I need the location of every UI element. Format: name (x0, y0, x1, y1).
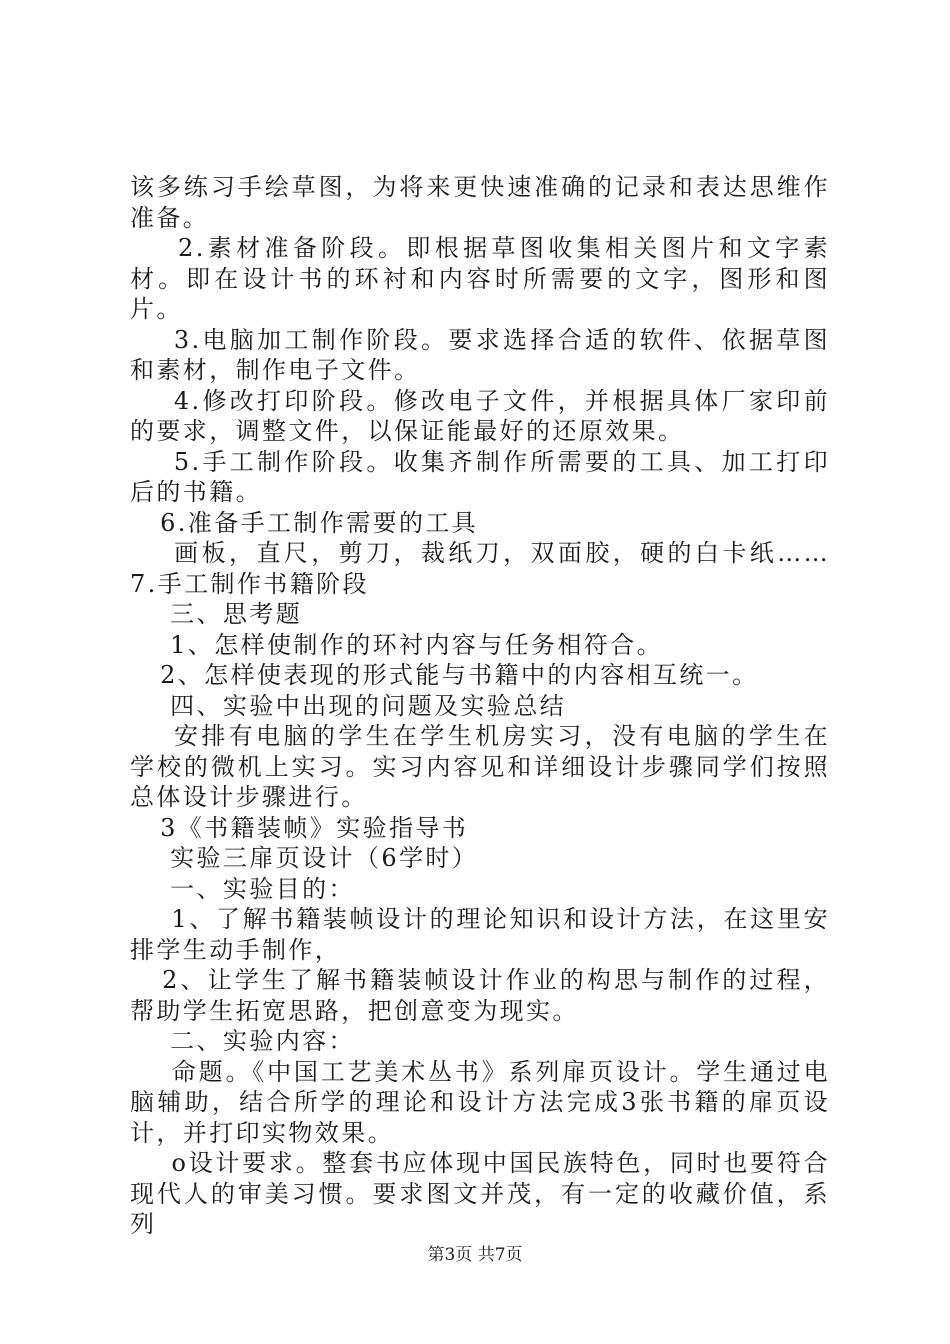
document-title: 3《书籍装帧》实验指导书 (130, 813, 469, 842)
experiment-title: 实验三扉页设计（6学时） (130, 844, 479, 872)
paragraph: 5.手工制作阶段。收集齐制作所需要的工具、加工打印后的书籍。 (130, 447, 830, 506)
paragraph: 画板，直尺，剪刀，裁纸刀，双面胶，硬的白卡纸……7.手工制作书籍阶段 (130, 539, 830, 598)
paragraph: 3.电脑加工制作阶段。要求选择合适的软件、依据草图和素材，制作电子文件。 (130, 325, 830, 384)
paragraph: 该多练习手绘草图，为将来更快速准确的记录和表达思维作准备。 (130, 173, 830, 232)
paragraph: 2.素材准备阶段。即根据草图收集相关图片和文字素材。即在设计书的环衬和内容时所需要的文字，图形和图片。 (130, 234, 830, 323)
paragraph: 2、怎样使表现的形式能与书籍中的内容相互统一。 (130, 661, 759, 689)
paragraph: 4.修改打印阶段。修改电子文件，并根据具体厂家印前的要求，调整文件，以保证能最好的还原效果。 (130, 386, 830, 445)
section-heading: 四、实验中出现的问题及实验总结 (130, 691, 567, 720)
paragraph: 2、让学生了解书籍装帧设计作业的构思与制作的过程，帮助学生拓宽思路，把创意变为现实。 (130, 966, 830, 1025)
paragraph: 1、了解书籍装帧设计的理论知识和设计方法，在这里安排学生动手制作， (130, 905, 830, 964)
section-heading: 一、实验目的： (130, 874, 355, 903)
paragraph: 命题。《中国工艺美术丛书》系列扉页设计。学生通过电脑辅助，结合所学的理论和设计方法完成3张书籍的扉页设计，并打印实物效果。 (130, 1057, 830, 1147)
paragraph: o设计要求。整套书应体现中国民族特色，同时也要符合现代人的审美习惯。要求图文并茂，有一定的收藏价值，系列 (130, 1149, 830, 1238)
paragraph: 安排有电脑的学生在学生机房实习，没有电脑的学生在学校的微机上实习。实习内容见和详细设计步骤同学们按照总体设计步骤进行。 (130, 722, 830, 811)
document-body (130, 172, 830, 1240)
paragraph: 1、怎样使制作的环衬内容与任务相符合。 (130, 630, 663, 659)
section-heading: 二、实验内容： (130, 1027, 355, 1055)
section-heading: 三、思考题 (130, 600, 303, 628)
paragraph: 6.准备手工制作需要的工具 (130, 508, 479, 537)
page-footer: 第3页 共7页 (427, 1245, 523, 1265)
